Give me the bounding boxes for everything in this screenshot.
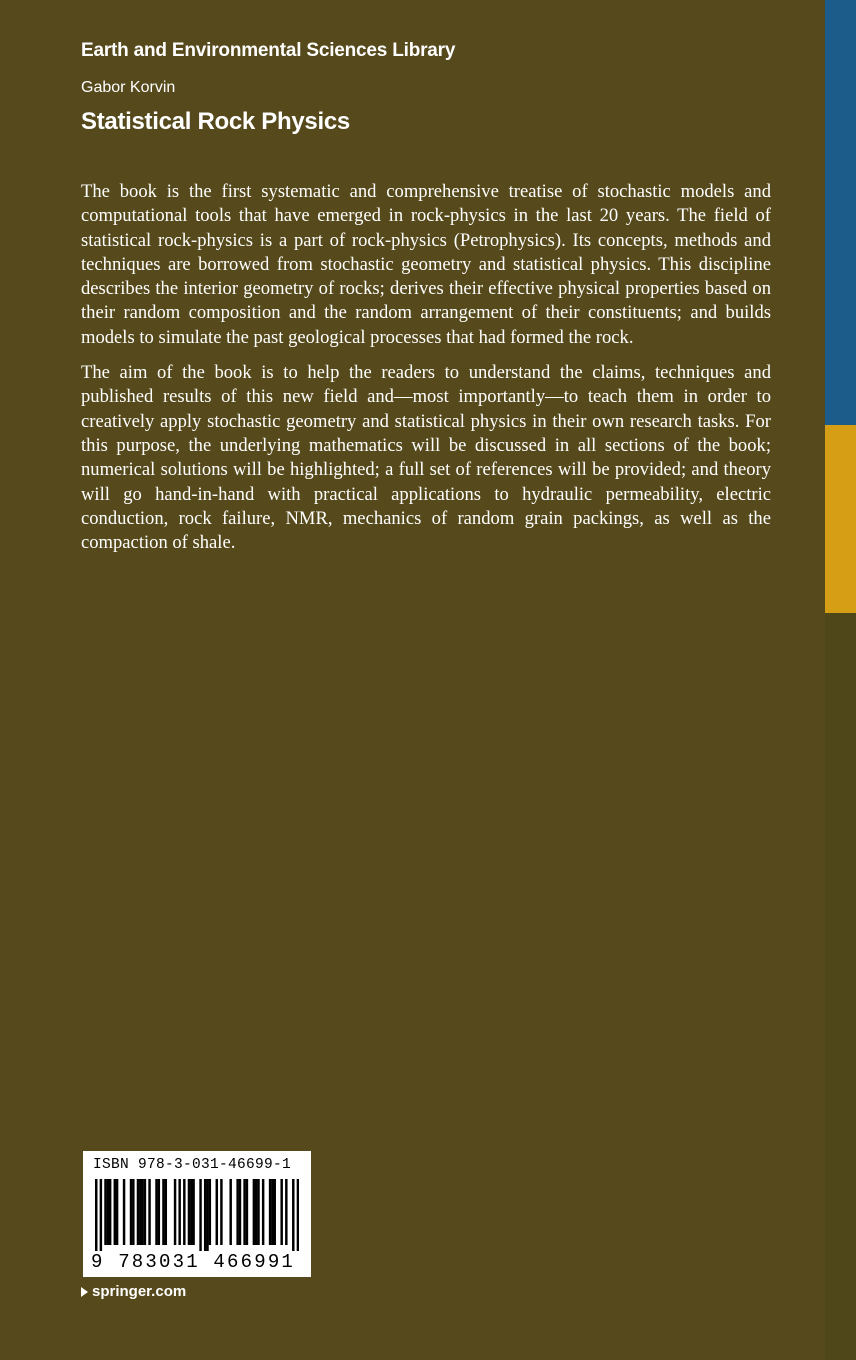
- barcode-bar: [269, 1179, 271, 1245]
- blurb-paragraph-1: The book is the first systematic and comprehensive treatise of stochastic models and computational tools that have emerged in rock-physics in the last 20 years. The field of statistical rock-physics is a part of rock-physics (Petrophysics). Its concepts, methods and techniques are borrowed from stochastic geometry and statistical physics. This discipline describes the interior geometry of rocks; derives their effective physical properties based on their random composition and the random arrangement of their constituents; and builds models to simulate the past geological processes that had formed the rock.: [81, 181, 771, 348]
- isbn-barcode: [83, 1151, 311, 1277]
- barcode-bar: [95, 1179, 97, 1251]
- barcode-bar: [123, 1179, 125, 1245]
- barcode-bar: [255, 1179, 257, 1245]
- barcode-bar: [190, 1179, 192, 1245]
- barcode-bar: [107, 1179, 109, 1245]
- barcode-bar: [183, 1179, 185, 1245]
- barcode-bar: [141, 1179, 143, 1245]
- barcode-bar: [243, 1179, 245, 1245]
- barcode-bar: [236, 1179, 238, 1245]
- barcode-bar: [274, 1179, 276, 1245]
- barcode-bar: [285, 1179, 287, 1245]
- barcode-bar: [253, 1179, 255, 1245]
- book-title: Statistical Rock Physics: [81, 108, 350, 135]
- barcode-bar: [292, 1179, 294, 1251]
- barcode-bar: [220, 1179, 222, 1245]
- barcode-bar: [178, 1179, 180, 1245]
- barcode-bar: [239, 1179, 241, 1245]
- barcode-bar: [262, 1179, 264, 1245]
- barcode-bar: [257, 1179, 259, 1245]
- barcode-bar: [229, 1179, 231, 1245]
- barcode-bar: [192, 1179, 194, 1245]
- barcode-bar: [139, 1179, 141, 1245]
- barcode-bar: [132, 1179, 134, 1245]
- series-name: Earth and Environmental Sciences Library: [81, 40, 456, 61]
- publisher-url: springer.com: [92, 1283, 187, 1300]
- barcode-bar: [116, 1179, 118, 1245]
- blurb: [81, 180, 771, 566]
- spine-stripe-yellow: [825, 425, 856, 613]
- blurb-paragraph-2: The aim of the book is to help the readers to understand the claims, techniques and published results of this new field and—most importantly—to teach them in order to creatively apply stochastic geometry and statistical physics in their own research tasks. For this purpose, the underlying mathematics will be discussed in all sections of the book; numerical solutions will be highlighted; a full set of references will be provided; and theory will go hand-in-hand with practical applications to hydraulic permeability, electric conduction, rock failure, NMR, mechanics of random grain packings, as well as the compaction of shale.: [81, 362, 771, 554]
- barcode-bar: [246, 1179, 248, 1245]
- author-name: Gabor Korvin: [81, 79, 176, 96]
- barcode-bar: [297, 1179, 299, 1251]
- barcode-bar: [271, 1179, 273, 1245]
- barcode-bar: [206, 1179, 208, 1251]
- spine-stripe-blue: [825, 0, 856, 425]
- barcode-bar: [148, 1179, 150, 1245]
- barcode-bar: [216, 1179, 218, 1245]
- publisher-link[interactable]: [81, 1283, 186, 1300]
- barcode-bars: [95, 1179, 299, 1251]
- isbn-label: ISBN 978-3-031-46699-1: [93, 1157, 292, 1173]
- barcode-bar: [109, 1179, 111, 1245]
- barcode-bar: [100, 1179, 102, 1251]
- barcode-bar: [174, 1179, 176, 1245]
- barcode-bar: [155, 1179, 157, 1245]
- triangle-right-icon: [81, 1287, 88, 1297]
- spine-stripe-olive: [825, 613, 856, 1360]
- barcode-bar: [188, 1179, 190, 1245]
- barcode-bar: [162, 1179, 164, 1245]
- barcode-bar: [130, 1179, 132, 1245]
- barcode-bar: [280, 1179, 282, 1245]
- barcode-bar: [209, 1179, 211, 1245]
- barcode-digits: 9 783031 466991: [91, 1251, 296, 1273]
- barcode-bar: [204, 1179, 206, 1251]
- barcode-bar: [165, 1179, 167, 1245]
- barcode-bar: [199, 1179, 201, 1251]
- barcode-bar: [137, 1179, 139, 1245]
- barcode-bar: [144, 1179, 146, 1245]
- barcode-bar: [104, 1179, 106, 1245]
- barcode-bar: [158, 1179, 160, 1245]
- barcode-bar: [114, 1179, 116, 1245]
